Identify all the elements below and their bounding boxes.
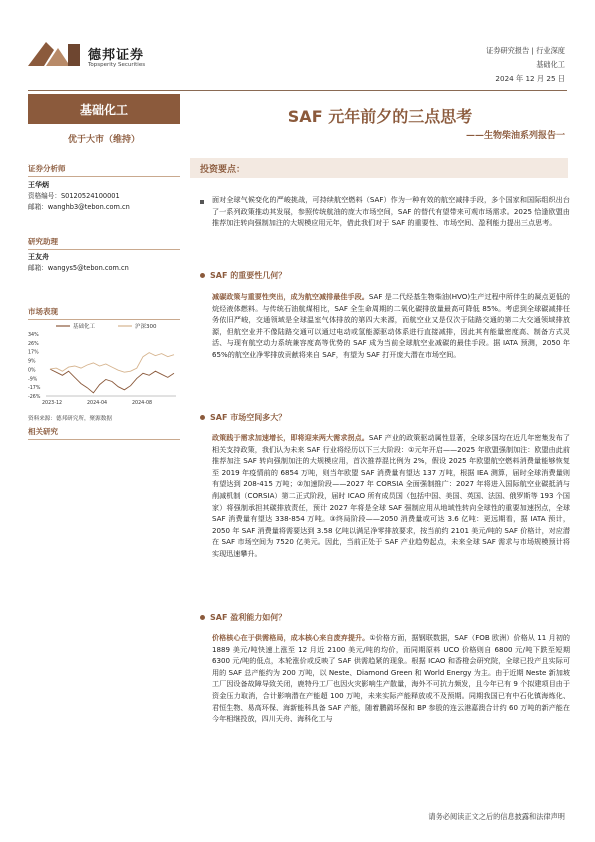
report-date: 2024 年 12 月 25 日 [495, 74, 565, 83]
question-3 [200, 612, 286, 623]
brand-logo-icon [28, 40, 82, 66]
summary-header [190, 158, 568, 178]
series-line [50, 353, 174, 373]
assistant-email[interactable]: 邮箱：wangys5@tebon.com.cn [28, 264, 129, 272]
brand-name-en: Topsperity Securities [88, 62, 146, 68]
y-tick-label: -9% [28, 377, 38, 383]
legend-label: 基础化工 [73, 324, 96, 330]
paragraph-3-text: ①价格方面，据钢联数据，SAF（FOB 欧洲）价格从 11 月初的 1889 美元/吨快速上涨至 12 月近 2100 美元/吨的均价，而同期原料 UCO 价格则自 6800 元/吨下跌至短期 6300 元/吨的低点，本轮涨价或反映了 SAF 供需趋紧的现象。根据 ICAO 和香橙会研究院，全球已投产且实际可用的 SAF 总产能约为 200 万吨，以 Neste、Diamond Green 和 World Energy 为主。由于近期 Neste 新加坡工厂因设备故障导致关闭，鹿特丹工厂也因火灾影响生产散量，海外不可抗力频发，且今年已有 9 个拟建项目由于资金压力取消，合计影响潜在产能超 100 万吨，未来实际产能释放或不及预期。同期我国已有中石化镇海炼化、君恒生物、易高环保、海新能科具备 SAF 产能，随着鹏鹞环保和 BP 参股的连云港嘉澳合计约 60 万吨的新产能在今年相继投放，四川天舟、海科化工与 [212, 633, 571, 724]
assistant-label: 研究助理 [28, 236, 180, 250]
report-sector: 基础化工 [536, 60, 565, 69]
paragraph-3-lead: 价格核心在于供需格局，成本核心来自废弃提升。 [212, 633, 370, 642]
analyst-email[interactable]: 邮箱：wanghb3@tebon.com.cn [28, 203, 130, 211]
header-divider [28, 90, 567, 91]
question-2-text: SAF 市场空间多大？ [210, 413, 287, 422]
question-1-text: SAF 的重要性几何？ [210, 271, 287, 280]
dot-icon [200, 615, 205, 620]
x-tick-label: 2023-12 [42, 401, 63, 406]
analyst-label: 证券分析师 [28, 163, 180, 177]
y-tick-label: -17% [28, 386, 41, 392]
analyst-block [28, 180, 130, 213]
market-performance-chart [28, 320, 180, 408]
assistant-block [28, 252, 129, 274]
paragraph-1 [212, 291, 570, 361]
header-info [486, 44, 565, 86]
sidebar-sector-title: 基础化工 [28, 94, 180, 124]
paragraph-2-text: SAF 产业的政策驱动属性显著，全球多国均在近几年密集发布了相关支持政策，我们认为未来 SAF 行业将经历以下三大阶段：①元年开启——2025 年欧盟强制加注：欧盟由此前推荐加注 SAF 转向强制加注的大规模应用，首次推荐混比例为 2%，假设 2025 年欧盟航空燃料消费量能够恢复至 2019 年疫情前的 6854 万吨，则当年欧盟 SAF 消费量有望达 137 万吨，根据 IEA 测算，届时全球消费量则有望达到 208-415 万吨；②加速阶段——2027 年 CORSIA 全面强制推广：2027 年将进入国际航空业碳抵消与削减机制（CORSIA）第二正式阶段，届时 ICAO 所有成员国（包括中国、美国、英国、法国、俄罗斯等 193 个国家）将强制承担其碳排放责任，预计 2027 年将是全球 SAF 强制应用从地域性转向全球性的重要加速拐点，全球 SAF 消费量有望达 338-854 万吨。③终局阶段——2050 消费量或可达 3.6 亿吨：更远期看，据 IATA 预计，2050 年 SAF 消费量将需要达到 3.58 亿吨以满足净零排放要求，按当前约 2101 美元/吨的 SAF 价格计，对应潜在 SAF 市场空间为 7520 亿美元。因此，当前正处于 SAF 产业趋势起点，未来全球 SAF 需求与市场规模预计将实现迅速攀升。 [212, 433, 570, 558]
dot-icon [200, 415, 205, 420]
report-subtitle: ——生物柴油系列报告一 [465, 131, 565, 141]
market-label: 市场表现 [28, 306, 180, 320]
analyst-cert: 资格编号：S0120524100001 [28, 192, 120, 200]
report-title: SAF 元年前夕的三点思考 [287, 107, 473, 126]
related-label: 相关研究 [28, 426, 180, 440]
question-1 [200, 270, 286, 281]
question-3-text: SAF 盈利能力如何？ [210, 613, 287, 622]
paragraph-1-text: SAF 是二代经基生物柴油(HVO)生产过程中所伴生的凝点更低的烷烃液体燃料。与传统石油航煤相比，SAF 全生命周期的二氧化碳排放量最高可降低 85%。考虑到全球碳减排任务依旧严峻，交通领域是全球温室气体排放的第四大来源，而航空业又是仅次于陆路交通的第二大交通领域排放源，但航空业并不像陆路交通可以通过电动或氢能源驱动体系进行直接减排，因此其有能量密度高、制备方式灵活、与现有航空动力系统兼容度高等优势的 SAF 成为当前全球航空业减碳的最佳手段。据 IATA 预测，2050 年 65%的航空业净零排放贡献将来自 SAF，有望为 SAF 打开庞大潜在市场空间。 [212, 292, 570, 359]
summary-title: 投资要点： [200, 164, 246, 175]
rating: 优于大市（维持） [67, 135, 140, 145]
question-2 [200, 412, 286, 423]
chart-source: 资料来源：德邦研究所，聚源数据 [28, 416, 112, 422]
dot-icon [200, 273, 205, 278]
paragraph-3 [212, 632, 570, 725]
paragraph-1-lead: 减碳政策与重要性突出，成为航空减排最佳手段。 [212, 292, 369, 301]
bullet-icon [200, 200, 204, 204]
y-tick-label: 26% [28, 341, 39, 347]
report-type: 证券研究报告 | 行业深度 [486, 46, 565, 55]
intro-paragraph: 面对全球气候变化的严峻挑战，可持续航空燃料（SAF）作为一种有效的航空减排手段，多个国家和国际组织出台了一系列政策推动其发展，参照传统航油的庞大市场空间，SAF 的替代有望带来可观市场需求。2025 恰逢欧盟由推荐加注转向强制加注的大规模应用元年，借此我们对于 SAF 的重要性、市场空间、盈利能力提出三点思考。 [212, 195, 570, 228]
y-tick-label: 9% [28, 359, 36, 365]
y-tick-label: 17% [28, 350, 39, 356]
y-tick-label: -26% [28, 395, 41, 400]
x-tick-label: 2024-08 [132, 401, 153, 406]
footer-disclaimer: 请务必阅读正文之后的信息披露和法律声明 [428, 812, 565, 821]
paragraph-2-lead: 政策践于需求加速增长，即将迎来两大需求拐点。 [212, 433, 369, 442]
legend-label: 沪深300 [135, 324, 157, 330]
y-tick-label: 0% [28, 368, 36, 374]
series-line [50, 369, 174, 393]
x-tick-label: 2024-04 [87, 401, 108, 406]
y-tick-label: 34% [28, 333, 39, 338]
brand-name: 德邦证券 [88, 48, 145, 63]
paragraph-2 [212, 432, 570, 560]
analyst-name: 王华炳 [28, 181, 49, 189]
assistant-name: 王友舟 [28, 253, 49, 261]
